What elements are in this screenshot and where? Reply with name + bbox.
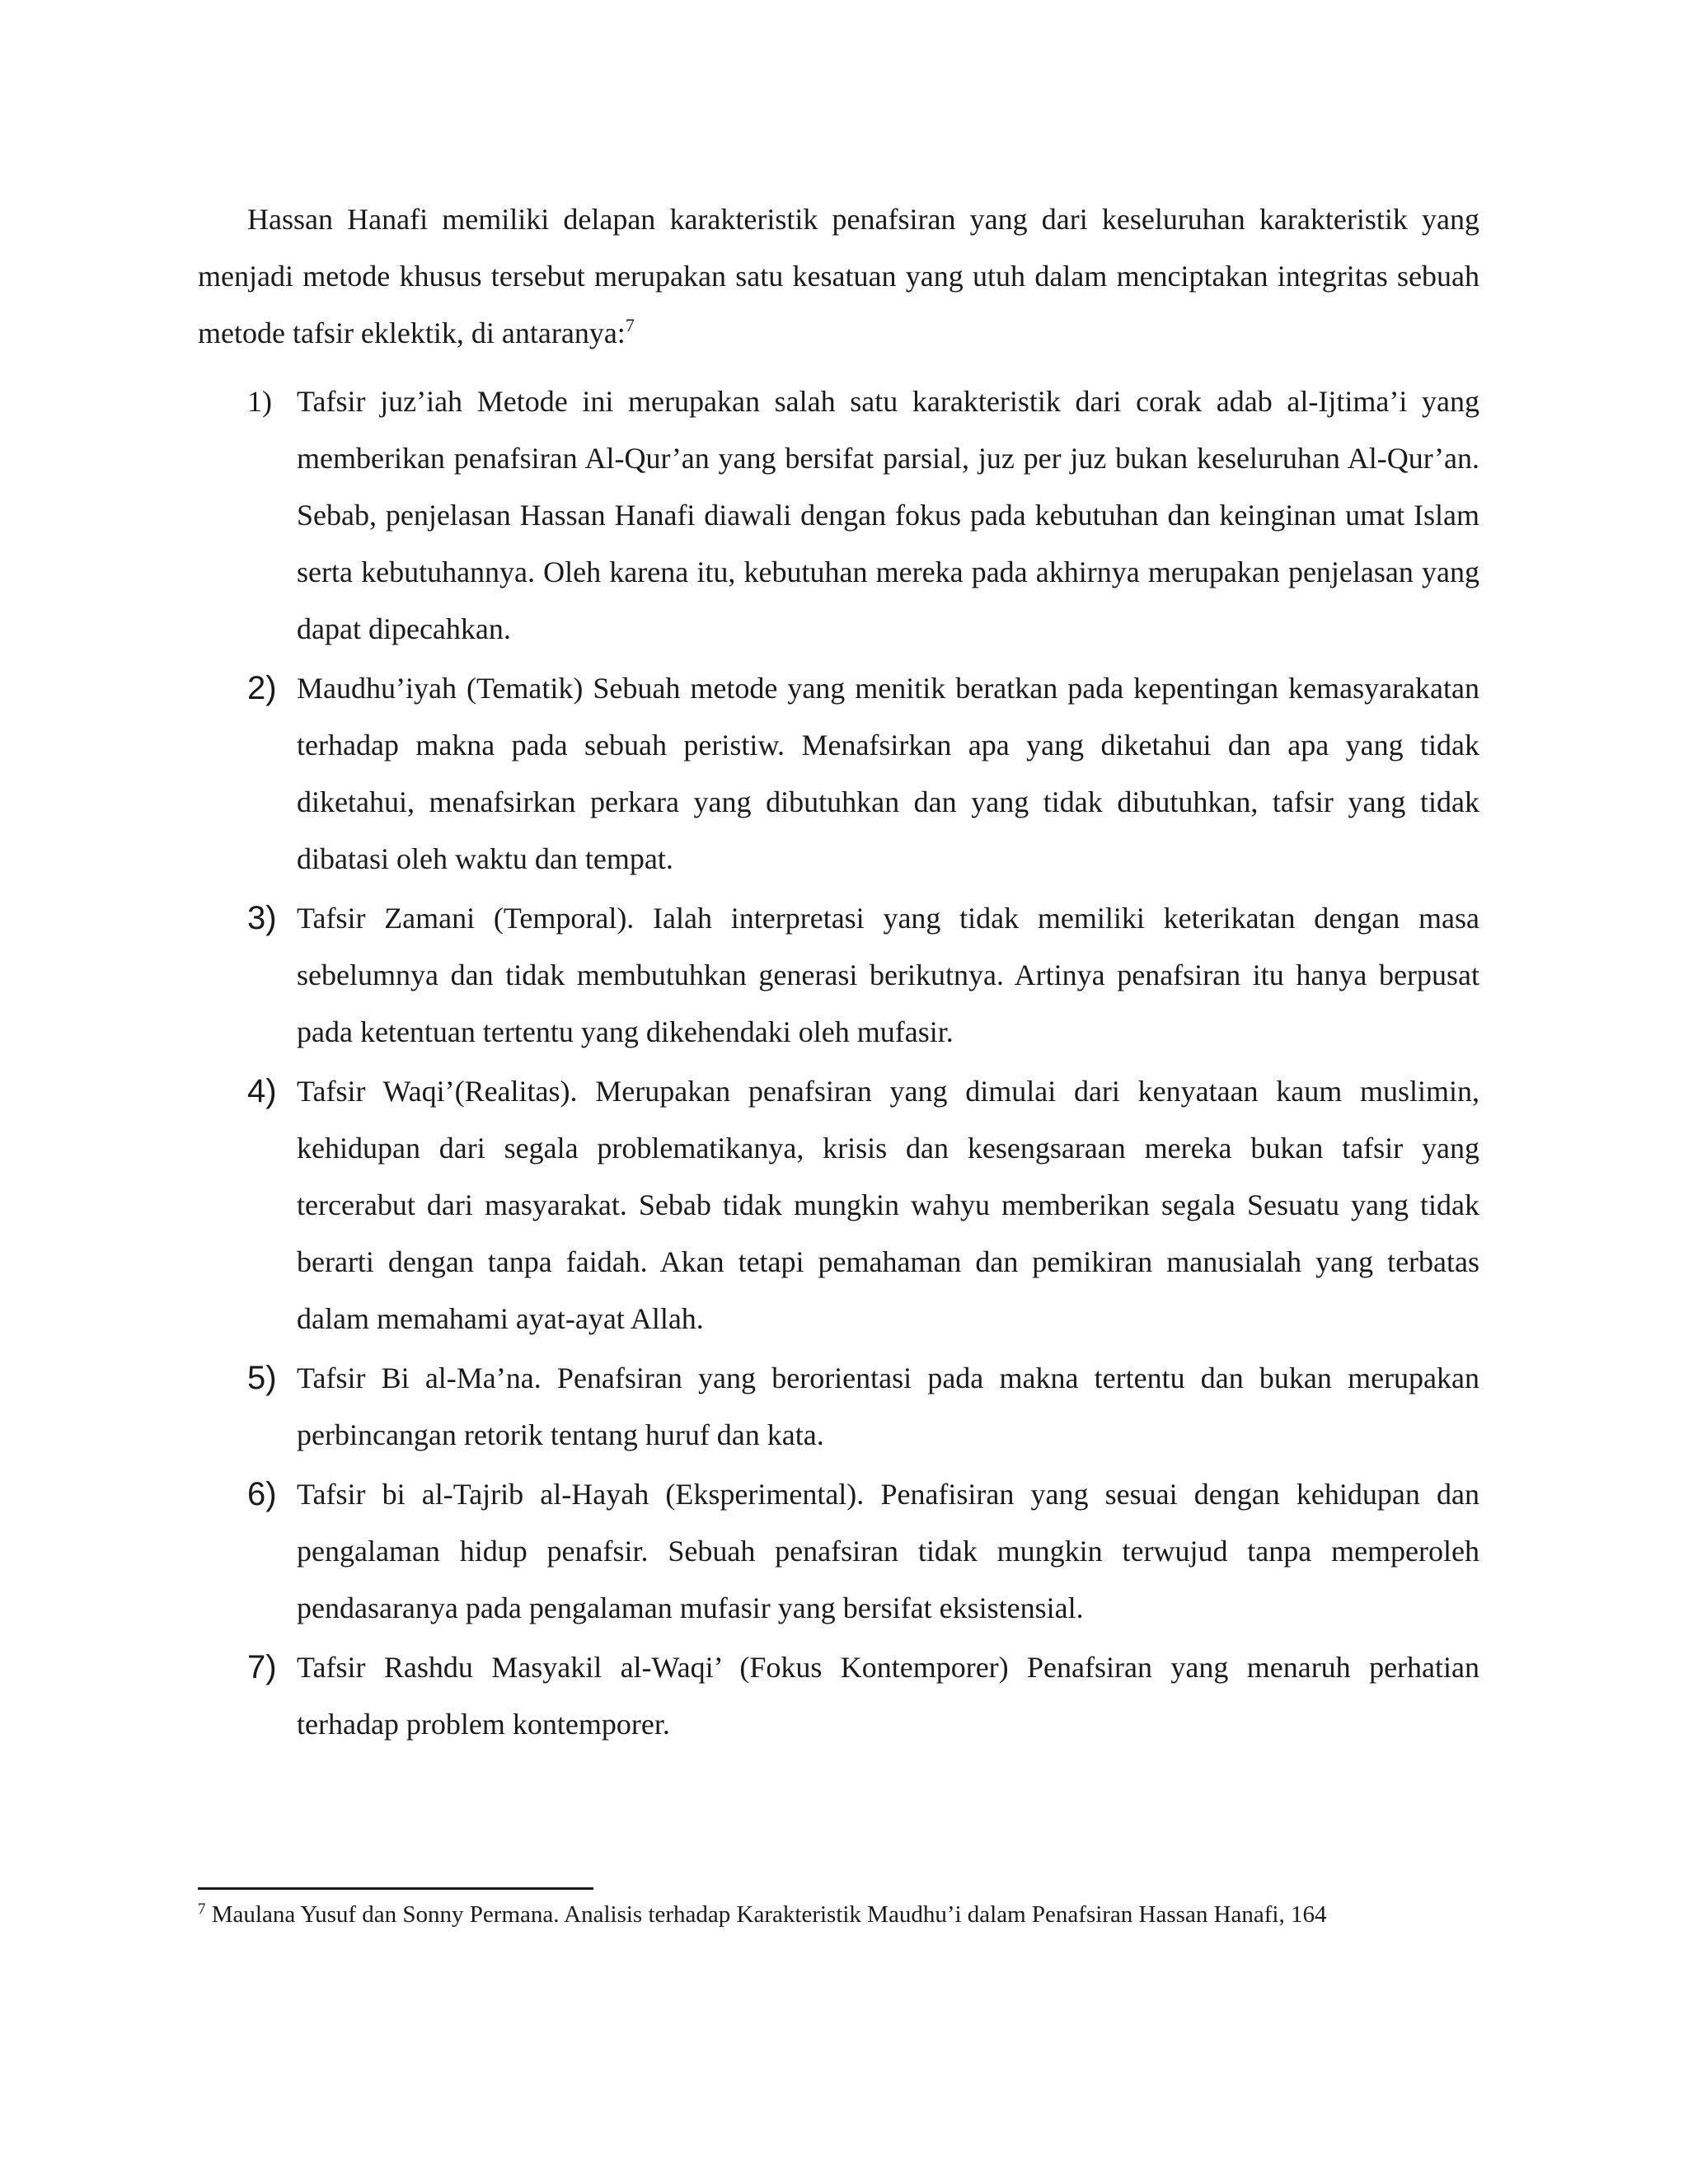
footnote-text: Maulana Yusuf dan Sonny Permana. Analisis terhadap Karakteristik Maudhu’i dalam Penafsiran Hassan Hanafi, 164 bbox=[211, 1901, 1327, 1928]
list-item bbox=[198, 1639, 1479, 1753]
list-item bbox=[198, 373, 1479, 658]
list-item bbox=[198, 890, 1479, 1061]
list-item-text: Tafsir Waqi’(Realitas). Merupakan penafsiran yang dimulai dari kenyataan kaum muslimin, kehidupan dari segala problematikanya, krisis dan kesengsaraan mereka bukan tafsir yang tercerabut dari masyarakat. Sebab tidak mungkin wahyu memberikan segala Sesuatu yang tidak berarti dengan tanpa faidah. Akan tetapi pemahaman dan pemikiran manusialah yang terbatas dalam memahami ayat-ayat Allah. bbox=[297, 1075, 1479, 1335]
list-item-text: Tafsir Zamani (Temporal). Ialah interpretasi yang tidak memiliki keterikatan dengan masa sebelumnya dan tidak membutuhkan generasi berikutnya. Artinya penafsiran itu hanya berpusat pada ketentuan tertentu yang dikehendaki oleh mufasir. bbox=[297, 902, 1479, 1048]
list-item bbox=[198, 660, 1479, 888]
list-item-text: Tafsir Bi al-Ma’na. Penafsiran yang berorientasi pada makna tertentu dan bukan merupakan perbincangan retorik tentang huruf dan kata. bbox=[297, 1361, 1479, 1451]
list-number: 6) bbox=[247, 1476, 277, 1512]
footnote-divider bbox=[198, 1887, 593, 1890]
list-item-text: Tafsir Rashdu Masyakil al-Waqi’ (Fokus Kontemporer) Penafsiran yang menaruh perhatian terhadap problem kontemporer. bbox=[297, 1651, 1479, 1741]
list-number: 2) bbox=[247, 670, 277, 706]
footnote-reference[interactable]: 7 bbox=[625, 315, 635, 335]
list-number: 1) bbox=[247, 385, 272, 418]
intro-paragraph bbox=[198, 191, 1479, 362]
list-item-text: Maudhu’iyah (Tematik) Sebuah metode yang menitik beratkan pada kepentingan kemasyarakatan terhadap makna pada sebuah peristiw. Menafsirkan apa yang diketahui dan apa yang tidak diketahui, menafsirkan perkara yang dibutuhkan dan yang tidak dibutuhkan, tafsir yang tidak dibatasi oleh waktu dan tempat. bbox=[297, 672, 1479, 875]
document-body bbox=[198, 191, 1479, 1755]
footnote bbox=[198, 1897, 1479, 1932]
intro-text: Hassan Hanafi memiliki delapan karakteristik penafsiran yang dari keseluruhan karakteristik yang menjadi metode khusus tersebut merupakan satu kesatuan yang utuh dalam menciptakan integritas sebuah metode tafsir eklektik, di antaranya: bbox=[198, 203, 1479, 349]
list-item bbox=[198, 1063, 1479, 1347]
list-item-text: Tafsir juz’iah Metode ini merupakan salah satu karakteristik dari corak adab al-Ijtima’i yang memberikan penafsiran Al-Qur’an yang bersifat parsial, juz per juz bukan keseluruhan Al-Qur’an. Sebab, penjelasan Hassan Hanafi diawali dengan fokus pada kebutuhan dan keinginan umat Islam serta kebutuhannya. Oleh karena itu, kebutuhan mereka pada akhirnya merupakan penjelasan yang dapat dipecahkan. bbox=[297, 385, 1479, 645]
list-item bbox=[198, 1350, 1479, 1464]
list-item-text: Tafsir bi al-Tajrib al-Hayah (Eksperimental). Penafisiran yang sesuai dengan kehidupan dan pengalaman hidup penafsir. Sebuah penafsiran tidak mungkin terwujud tanpa memperoleh pendasaranya pada pengalaman mufasir yang bersifat eksistensial. bbox=[297, 1478, 1479, 1624]
list-number: 4) bbox=[247, 1073, 277, 1109]
characteristics-list bbox=[198, 373, 1479, 1753]
list-item bbox=[198, 1466, 1479, 1637]
footnote-marker: 7 bbox=[198, 1900, 206, 1918]
list-number: 5) bbox=[247, 1360, 277, 1396]
list-number: 3) bbox=[247, 900, 277, 936]
list-number: 7) bbox=[247, 1649, 277, 1685]
